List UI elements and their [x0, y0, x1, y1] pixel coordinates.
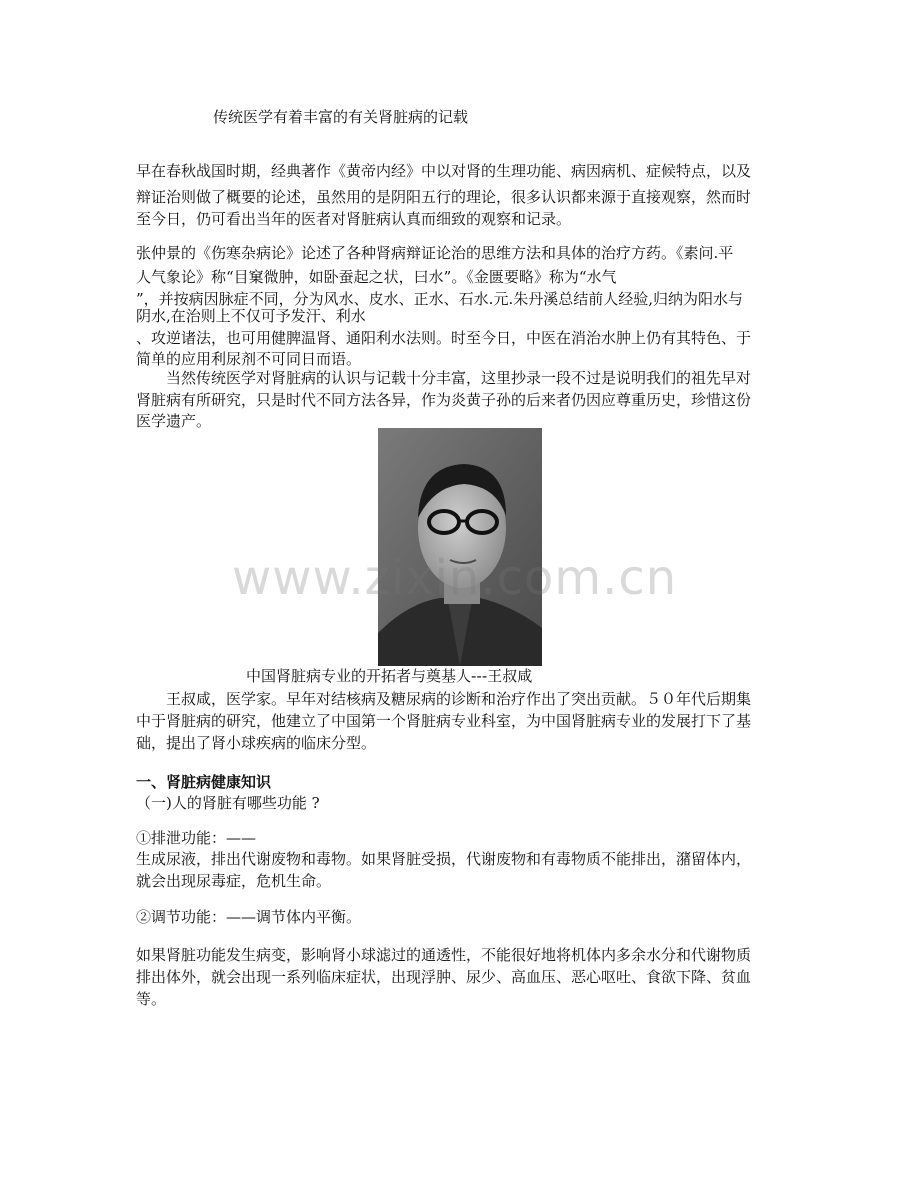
paragraph-2-line-3: ”，并按病因脉症不同，分为风水、皮水、正水、石水.元.朱丹溪总结前人经验,归纳为阳水与	[136, 290, 743, 308]
paragraph-3-line-1: 当然传统医学对肾脏病的认识与记载十分丰富，这里抄录一段不过是说明我们的祖先早对	[136, 369, 752, 387]
paragraph-1-line-1: 早在春秋战国时期，经典著作《黄帝内经》中以对肾的生理功能、病因病机、症候特点，以及	[136, 162, 752, 180]
final-paragraph-line-3: 等。	[136, 990, 167, 1008]
subsection-heading: （一)人的肾脏有哪些功能 ?	[136, 794, 320, 812]
paragraph-3-line-2: 肾脏病有所研究，只是时代不同方法各异，作为炎黄子孙的后来者仍因应尊重历史，珍惜这份	[136, 391, 752, 409]
bio-line-1: 王叔咸，医学家。早年对结核病及糖尿病的诊断和治疗作出了突出贡献。５０年代后期集	[136, 690, 752, 708]
item-1-text-line-1: 生成尿液，排出代谢废物和毒物。如果肾脏受损，代谢废物和有毒物质不能排出，潴留体内，	[136, 850, 752, 868]
paragraph-1-line-3: 至今日，仍可看出当年的医者对肾脏病认真而细致的观察和记录。	[136, 210, 572, 228]
item-1-text-line-2: 就会出现尿毒症，危机生命。	[136, 872, 332, 890]
paragraph-2-line-5: 、攻逆诸法，也可用健脾温肾、通阳利水法则。时至今日，中医在消治水肿上仍有其特色、于	[136, 329, 752, 347]
paragraph-1-line-2: 辩证治则做了概要的论述，虽然用的是阴阳五行的理论，很多认识都来源于直接观察，然而时	[136, 188, 752, 206]
watermark: www.zixin.com.cn	[232, 550, 678, 606]
document-title: 传统医学有着丰富的有关肾脏病的记载	[213, 108, 469, 126]
bio-line-2: 中于肾脏病的研究，他建立了中国第一个肾脏病专业科室，为中国肾脏病专业的发展打下了基	[136, 712, 752, 730]
paragraph-2-line-2: 人气象论》称“目窠微肿，如卧蚕起之状，曰水”。《金匮要略》称为“水气	[136, 268, 617, 286]
paragraph-2-line-6: 简单的应用利尿剂不可同日而语。	[136, 350, 362, 368]
final-paragraph-line-1: 如果肾脏功能发生病变，影响肾小球滤过的通透性，不能很好地将机体内多余水分和代谢物质	[136, 946, 752, 964]
portrait-illustration	[378, 428, 542, 666]
bio-line-3: 础，提出了肾小球疾病的临床分型。	[136, 734, 377, 752]
paragraph-2-line-1: 张仲景的《伤寒杂病论》论述了各种肾病辩证论治的思维方法和具体的治疗方药。《素问.平	[136, 244, 734, 262]
item-2-label: ②调节功能：——调节体内平衡。	[136, 908, 362, 926]
portrait-photo	[378, 428, 542, 666]
photo-caption: 中国肾脏病专业的开拓者与奠基人---王叔咸	[246, 667, 533, 685]
paragraph-2-line-4: 阴水,在治则上不仅可予发汗、利水	[136, 307, 366, 325]
item-1-label: ①排泄功能：——	[136, 829, 257, 847]
final-paragraph-line-2: 排出体外，就会出现一系列临床症状，出现浮肿、尿少、高血压、恶心呕吐、食欲下降、贫血	[136, 968, 752, 986]
paragraph-3-line-3: 医学遗产。	[136, 412, 212, 430]
section-heading: 一、肾脏病健康知识	[136, 773, 272, 791]
